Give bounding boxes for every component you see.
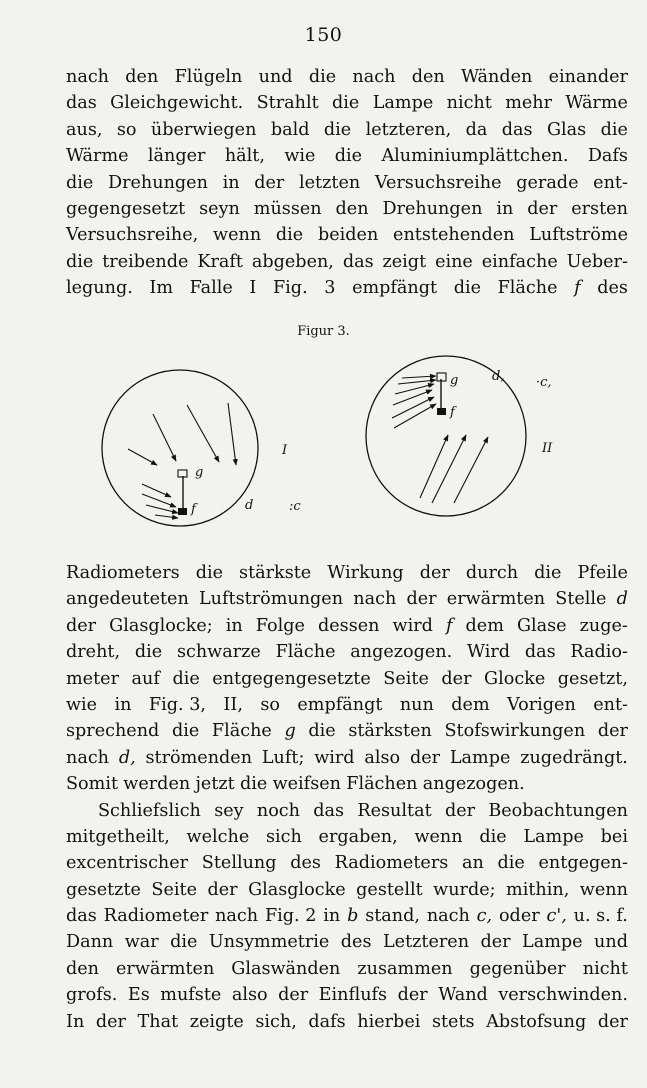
word: Drehungen [382,198,483,219]
left-air-arrows [128,403,236,518]
word: Vorigen [507,694,576,715]
word: Glase [516,615,567,636]
word: g [284,721,296,742]
word: wurde; [433,879,496,900]
word: Stellung [201,853,277,874]
left-radiometer-vane [178,470,187,515]
text-line [66,64,628,90]
word: der [444,800,476,821]
word: wie [66,694,98,715]
word: die [308,67,337,87]
word: das [313,800,345,821]
word: Wird [466,642,511,663]
word: mufste [160,985,222,1006]
word: überwiegen [150,119,257,140]
word: jetzt [195,774,235,795]
word: entstehenden [393,225,515,246]
word: das [66,93,97,114]
word: Ueber- [566,251,628,272]
word: gegenüber [469,958,566,979]
word: die [170,932,198,953]
word: bei [600,826,628,847]
text-line [66,850,628,876]
text-line [66,170,628,196]
word: also [231,985,268,1006]
word: der [480,932,511,953]
word: 3 [324,278,336,299]
word: ersten [571,198,628,219]
word: Wand [438,985,488,1006]
text-line [66,275,628,301]
left-label-c: :c [289,499,301,514]
word: gestellt [356,879,423,900]
word: Gleichgewicht. [110,93,244,114]
word: der [66,615,97,636]
text-line [66,824,628,850]
word: Fig. 2 [264,906,317,927]
word: so [260,694,280,715]
word: der [207,879,238,900]
word: zeigte [189,1011,244,1032]
word: mitgetheilt, [66,826,170,847]
word: Falle [189,278,233,299]
word: nach [66,747,110,768]
word: Wänden [460,67,533,87]
word: welche [186,826,250,847]
word: der [597,721,628,742]
word: u. s. f. [573,906,628,927]
word: Folge [255,615,305,636]
word: erwärmten [116,958,215,979]
text-line [66,666,628,692]
text-line [66,929,628,955]
word: erwärmten [446,589,546,610]
word: Pfeile [577,563,628,583]
word: Dann [66,932,114,953]
word: das [501,119,533,140]
word: des [340,932,372,953]
word: b [347,906,359,927]
word: so [116,119,137,140]
word: verschwinden. [498,985,628,1006]
word: angedeuteten [66,589,189,610]
word: die [334,146,363,167]
word: Flächen [346,774,418,795]
word: den [66,958,100,979]
word: Lampe [522,932,583,953]
word: Fig. 3, [148,694,206,715]
word: legung. [66,278,133,299]
word: die [171,721,200,742]
right-air-arrows [392,376,488,503]
word: grofs. [66,985,118,1006]
text-line [66,90,628,116]
word: d, [118,747,136,768]
word: dreht, [66,642,121,663]
word: Schliefslich [98,800,201,821]
word: die [275,225,304,246]
word: der [441,668,472,689]
word: der [406,589,437,610]
word: Drehungen [107,172,208,193]
word: Aluminiumplättchen. [381,146,569,167]
word: Seite [383,668,429,689]
word: noch [256,800,300,821]
word: in [496,198,514,219]
word: einander [548,67,628,87]
word: dem [451,694,490,715]
word: dem [465,615,504,636]
word: nach [353,589,397,610]
left-label-d: d [245,498,254,513]
word: die [240,774,268,795]
word: den [125,67,159,87]
right-glass-bell [366,356,526,516]
word: Fläche [497,278,558,299]
right-label-c: ·c, [536,375,552,390]
word: stärkste [239,563,312,583]
word: entgegen- [538,853,628,874]
word: der [597,1011,628,1032]
word: angezogen. [350,642,453,663]
word: da [465,119,488,140]
word: Dafs [587,146,628,167]
text-line [66,692,628,718]
text-line [66,639,628,665]
word: zeigt [382,251,427,272]
word: f [445,615,453,636]
word: nach [215,906,259,927]
text-line [66,586,628,612]
word: Versuchsreihe [374,172,502,193]
word: dafs [308,1011,346,1032]
right-label-roman-2: II [542,441,553,456]
word: nach [426,906,470,927]
right-label-g: g [450,373,459,388]
word: Glasglocke; [109,615,213,636]
word: einfache [481,251,558,272]
word: Es [127,985,150,1006]
text-line [66,718,628,744]
word: Wirkung [327,563,404,583]
word: oder [498,906,540,927]
word: schwarze [176,642,261,663]
word: II, [223,694,243,715]
word: durch [465,563,519,583]
word: nach [352,67,396,87]
text-line [66,798,628,824]
right-label-d: d, [492,369,505,384]
word: Seite [151,879,197,900]
word: beiden [317,225,379,246]
word: der [419,563,450,583]
word: der [254,172,285,193]
word: empfängt [352,278,438,299]
word: hierbei [357,1011,421,1032]
word: den [335,198,369,219]
word: stets [431,1011,475,1032]
word: der [95,1011,126,1032]
word: Lampe [523,826,584,847]
word: Fläche [211,721,272,742]
word: sich [265,826,302,847]
page-number: 150 [304,24,343,46]
word: das [524,642,556,663]
text-line [66,956,628,982]
word: war [124,932,159,953]
text-line [66,613,628,639]
word: Strahlt [256,93,319,114]
word: Luftströme [529,225,628,246]
right-label-f: f [450,405,455,420]
word: gerade [516,172,579,193]
word: in [222,172,240,193]
word: an [461,853,484,874]
word: I [249,278,257,299]
word: letzten [299,172,361,193]
word: Versuchsreihe, [66,225,199,246]
word: nicht [582,958,628,979]
word: in [225,615,243,636]
word: und [258,67,293,87]
word: mithin, [506,879,570,900]
word: entgegengesetzte [212,668,371,689]
word: der [527,198,558,219]
word: ergaben, [318,826,398,847]
word: In [66,1011,85,1032]
word: ent- [593,694,628,715]
word: gesetzte [66,879,141,900]
word: abgeben, [251,251,334,272]
word: den [411,67,445,87]
word: Stelle [555,589,607,610]
word: zusammen [357,958,453,979]
word: Beobachtungen [488,800,628,821]
word: Im [149,278,174,299]
word: eine [435,251,473,272]
text-line [66,982,628,1008]
word: That [137,1011,179,1032]
word: empfängt [297,694,383,715]
word: Somit [66,774,119,795]
word: stärksten [348,721,432,742]
word: und [594,932,628,953]
right-radiometer-vane [437,373,446,415]
word: die [453,278,481,299]
word: Stofswirkungen [444,721,586,742]
word: excentrischer [66,853,189,874]
text-line [66,249,628,275]
word: sey [214,800,244,821]
word: wenn [579,879,628,900]
word: der [409,747,441,768]
word: zugedrängt. [520,747,628,768]
text-line [66,745,628,771]
word: wird [392,615,433,636]
left-label-g: g [195,465,204,480]
word: hält, [224,146,265,167]
word: Flügeln [174,67,243,87]
word: dessen [318,615,380,636]
word: c, [476,906,493,927]
word: Luft; [261,747,305,768]
word: d [616,589,628,610]
text-line [66,117,628,143]
word: die [323,119,352,140]
word: die [534,563,562,583]
word: das [66,906,97,927]
word: sich, [255,1011,297,1032]
word: die [66,251,94,272]
word: die [66,172,94,193]
word: treibende [102,251,189,272]
word: ent- [593,172,628,193]
word: c', [546,906,567,927]
left-label-roman-1: I [282,443,288,458]
word: angezogen. [422,774,525,795]
word: der [278,985,309,1006]
word: werden [123,774,191,795]
word: gegengesetzt [66,198,186,219]
word: nun [399,694,434,715]
word: bald [270,119,310,140]
bottom-paragraph [66,560,628,1035]
word: die [497,853,525,874]
word: Lampe [449,747,511,768]
word: Radiometers [66,563,180,583]
text-line [66,771,628,797]
word: Einflufs [318,985,388,1006]
word: strömenden [145,747,253,768]
text-line [66,560,628,586]
word: Luftströmungen [199,589,344,610]
word: Glas [546,119,587,140]
word: länger [147,146,206,167]
text-line [66,222,628,248]
word: die [195,563,223,583]
word: stand, [365,906,420,927]
word: nicht [446,93,492,114]
word: sprechend [66,721,160,742]
left-label-f: f [191,502,196,517]
word: Radiometer [103,906,209,927]
text-line [66,1009,628,1035]
text-line [66,196,628,222]
word: die [332,93,360,114]
word: meter [66,668,119,689]
word: letzteren, [365,119,452,140]
word: mehr [505,93,553,114]
word: Lampe [372,93,434,114]
word: also [364,747,401,768]
word: Fig. [272,278,308,299]
word: des [290,853,321,874]
word: Glocke [484,668,546,689]
word: der [397,985,428,1006]
word: die [134,642,163,663]
top-paragraph [66,64,628,302]
word: Radiometers [334,853,449,874]
word: Unsymmetrie [208,932,330,953]
word: Fläche [275,642,336,663]
text-line [66,877,628,903]
word: Glasglocke [248,879,346,900]
word: die [172,668,200,689]
word: weifsen [272,774,341,795]
word: die [479,826,507,847]
word: aus, [66,119,103,140]
word: f [574,278,581,299]
word: Radio- [570,642,628,663]
word: Abstofsung [486,1011,587,1032]
word: in [114,694,132,715]
word: seyn [199,198,240,219]
word: in [323,906,341,927]
word: wird [314,747,355,768]
word: des [597,278,628,299]
word: Letzteren [382,932,470,953]
word: Resultat [357,800,432,821]
figure-caption: Figur 3. [297,324,350,339]
word: Wärme [565,93,628,114]
word: die [600,119,628,140]
word: zuge- [579,615,628,636]
word: die [308,721,336,742]
word: das [342,251,374,272]
word: müssen [253,198,322,219]
word: wenn [213,225,262,246]
word: wenn [414,826,463,847]
left-glass-bell [102,370,258,526]
word: Glaswänden [231,958,341,979]
word: Wärme [66,146,129,167]
text-line [66,143,628,169]
word: auf [131,668,160,689]
text-line [66,903,628,929]
word: Kraft [197,251,243,272]
word: nach [66,67,110,87]
word: wie [284,146,316,167]
word: gesetzt, [557,668,628,689]
